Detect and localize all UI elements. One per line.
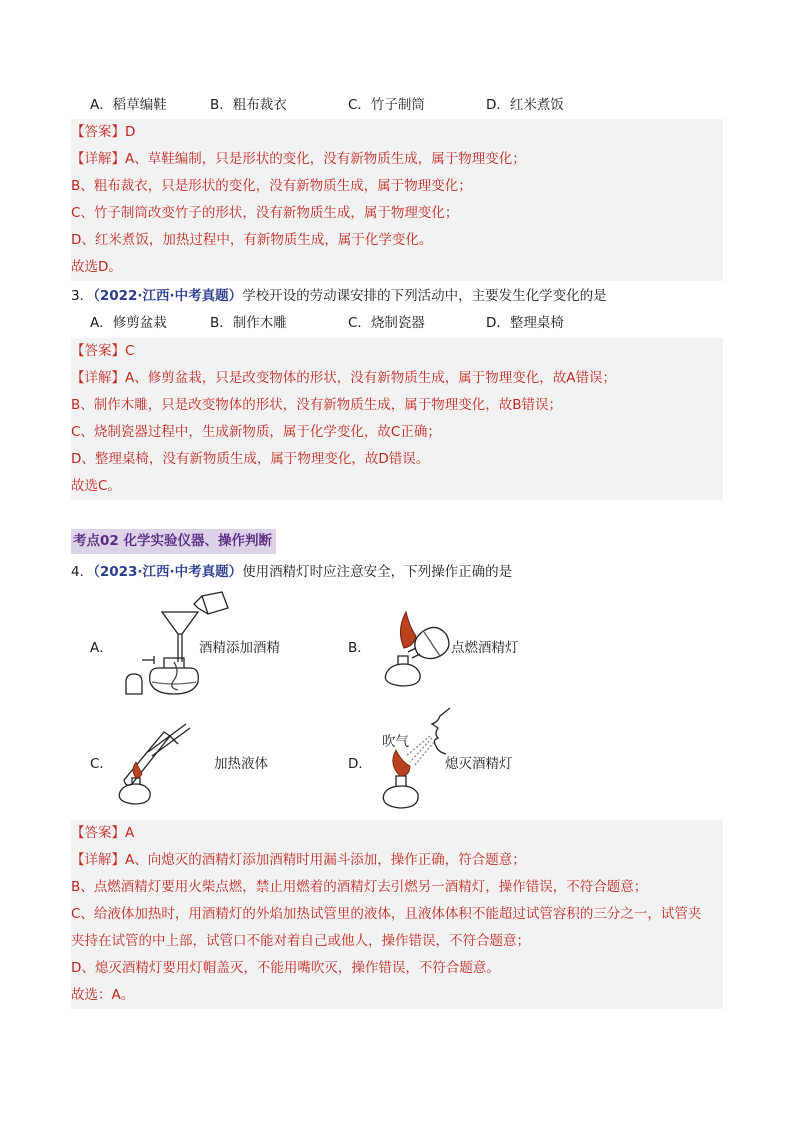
question-number: 4． bbox=[71, 564, 94, 580]
figure-b-label: 点燃酒精灯 bbox=[451, 640, 519, 656]
question-source: （2022·江西·中考真题） bbox=[93, 288, 243, 304]
q4-detail-line bbox=[71, 847, 723, 874]
detail-text: A、草鞋编制，只是形状的变化，没有新物质生成，属于物理变化； bbox=[125, 151, 526, 167]
q4-stem bbox=[71, 559, 723, 586]
q2-option-d: D．红米煮饭 bbox=[486, 97, 564, 113]
detail-text: A、向熄灭的酒精灯添加酒精时用漏斗添加，操作正确，符合题意； bbox=[125, 852, 526, 868]
figure-d-letter: D． bbox=[348, 756, 372, 772]
answer-value: A bbox=[125, 825, 135, 841]
answer-tag: 【答案】 bbox=[71, 825, 125, 841]
detail-tag: 【详解】 bbox=[71, 370, 125, 386]
figure-b-lighting-lamp bbox=[376, 602, 458, 690]
q2-detail-line: D、红米煮饭，加热过程中，有新物质生成，属于化学变化。 bbox=[71, 227, 723, 254]
question-number: 3． bbox=[71, 288, 94, 304]
q2-options bbox=[90, 93, 710, 117]
q3-option-d: D．整理桌椅 bbox=[486, 315, 564, 331]
figure-c-label: 加热液体 bbox=[214, 756, 268, 772]
q3-answer bbox=[71, 338, 723, 365]
question-text: 使用酒精灯时应注意安全，下列操作正确的是 bbox=[242, 564, 513, 580]
q2-option-c: C．竹子制筒 bbox=[348, 97, 425, 113]
figure-a-letter: A． bbox=[90, 640, 113, 656]
figure-d-blowing-out-lamp bbox=[376, 706, 456, 812]
q3-stem bbox=[71, 283, 723, 310]
answer-value: D bbox=[125, 124, 136, 140]
q3-option-a: A．修剪盆栽 bbox=[90, 315, 167, 331]
figure-c-heating-test-tube bbox=[114, 722, 194, 806]
figure-a-label: 酒精添加酒精 bbox=[199, 640, 280, 656]
q3-detail-line: C、烧制瓷器过程中，生成新物质，属于化学变化，故C正确； bbox=[71, 419, 723, 446]
q4-detail-line: B、点燃酒精灯要用火柴点燃，禁止用燃着的酒精灯去引燃另一酒精灯，操作错误，不符合题意； bbox=[71, 874, 723, 901]
figure-b-letter: B． bbox=[348, 640, 371, 656]
q2-detail-line: B、粗布裁衣，只是形状的变化，没有新物质生成，属于物理变化； bbox=[71, 173, 723, 200]
q4-detail-line: D、熄灭酒精灯要用灯帽盖灭，不能用嘴吹灭，操作错误，不符合题意。 bbox=[71, 955, 723, 982]
answer-tag: 【答案】 bbox=[71, 343, 125, 359]
q2-answer bbox=[71, 119, 723, 146]
q3-options bbox=[90, 311, 710, 335]
detail-text: A、修剪盆栽，只是改变物体的形状，没有新物质生成，属于物理变化，故A错误； bbox=[125, 370, 616, 386]
q4-conclusion: 故选：A。 bbox=[71, 982, 723, 1009]
q2-detail-line bbox=[71, 146, 723, 173]
q3-detail-line: D、整理桌椅，没有新物质生成，属于物理变化，故D错误。 bbox=[71, 446, 723, 473]
q4-answer bbox=[71, 820, 723, 847]
question-text: 学校开设的劳动课安排的下列活动中，主要发生化学变化的是 bbox=[242, 288, 607, 304]
detail-tag: 【详解】 bbox=[71, 852, 125, 868]
q4-detail-line: C、给液体加热时，用酒精灯的外焰加热试管里的液体，且液体体积不能超过试管容积的三分之一，试管夹 bbox=[71, 901, 723, 928]
topic-heading: 考点02 化学实验仪器、操作判断 bbox=[71, 529, 276, 554]
figure-d-label: 熄灭酒精灯 bbox=[445, 756, 513, 772]
question-source: （2023·江西·中考真题） bbox=[93, 564, 243, 580]
figure-c-letter: C． bbox=[90, 756, 113, 772]
q2-conclusion: 故选D。 bbox=[71, 254, 723, 281]
q3-option-b: B．制作木雕 bbox=[210, 315, 287, 331]
q3-detail-line bbox=[71, 365, 723, 392]
q3-conclusion: 故选C。 bbox=[71, 473, 723, 500]
answer-tag: 【答案】 bbox=[71, 124, 125, 140]
answer-value: C bbox=[125, 343, 135, 359]
figure-d-blow-label: 吹气 bbox=[382, 734, 409, 750]
q2-option-a: A．稻草编鞋 bbox=[90, 97, 167, 113]
q2-option-b: B．粗布裁衣 bbox=[210, 97, 287, 113]
q3-detail-line: B、制作木雕，只是改变物体的形状，没有新物质生成，属于物理变化，故B错误； bbox=[71, 392, 723, 419]
q2-detail-line: C、竹子制筒改变竹子的形状，没有新物质生成，属于物理变化； bbox=[71, 200, 723, 227]
q3-option-c: C．烧制瓷器 bbox=[348, 315, 425, 331]
q4-detail-line: 夹持在试管的中上部，试管口不能对着自己或他人，操作错误，不符合题意； bbox=[71, 928, 723, 955]
detail-tag: 【详解】 bbox=[71, 151, 125, 167]
